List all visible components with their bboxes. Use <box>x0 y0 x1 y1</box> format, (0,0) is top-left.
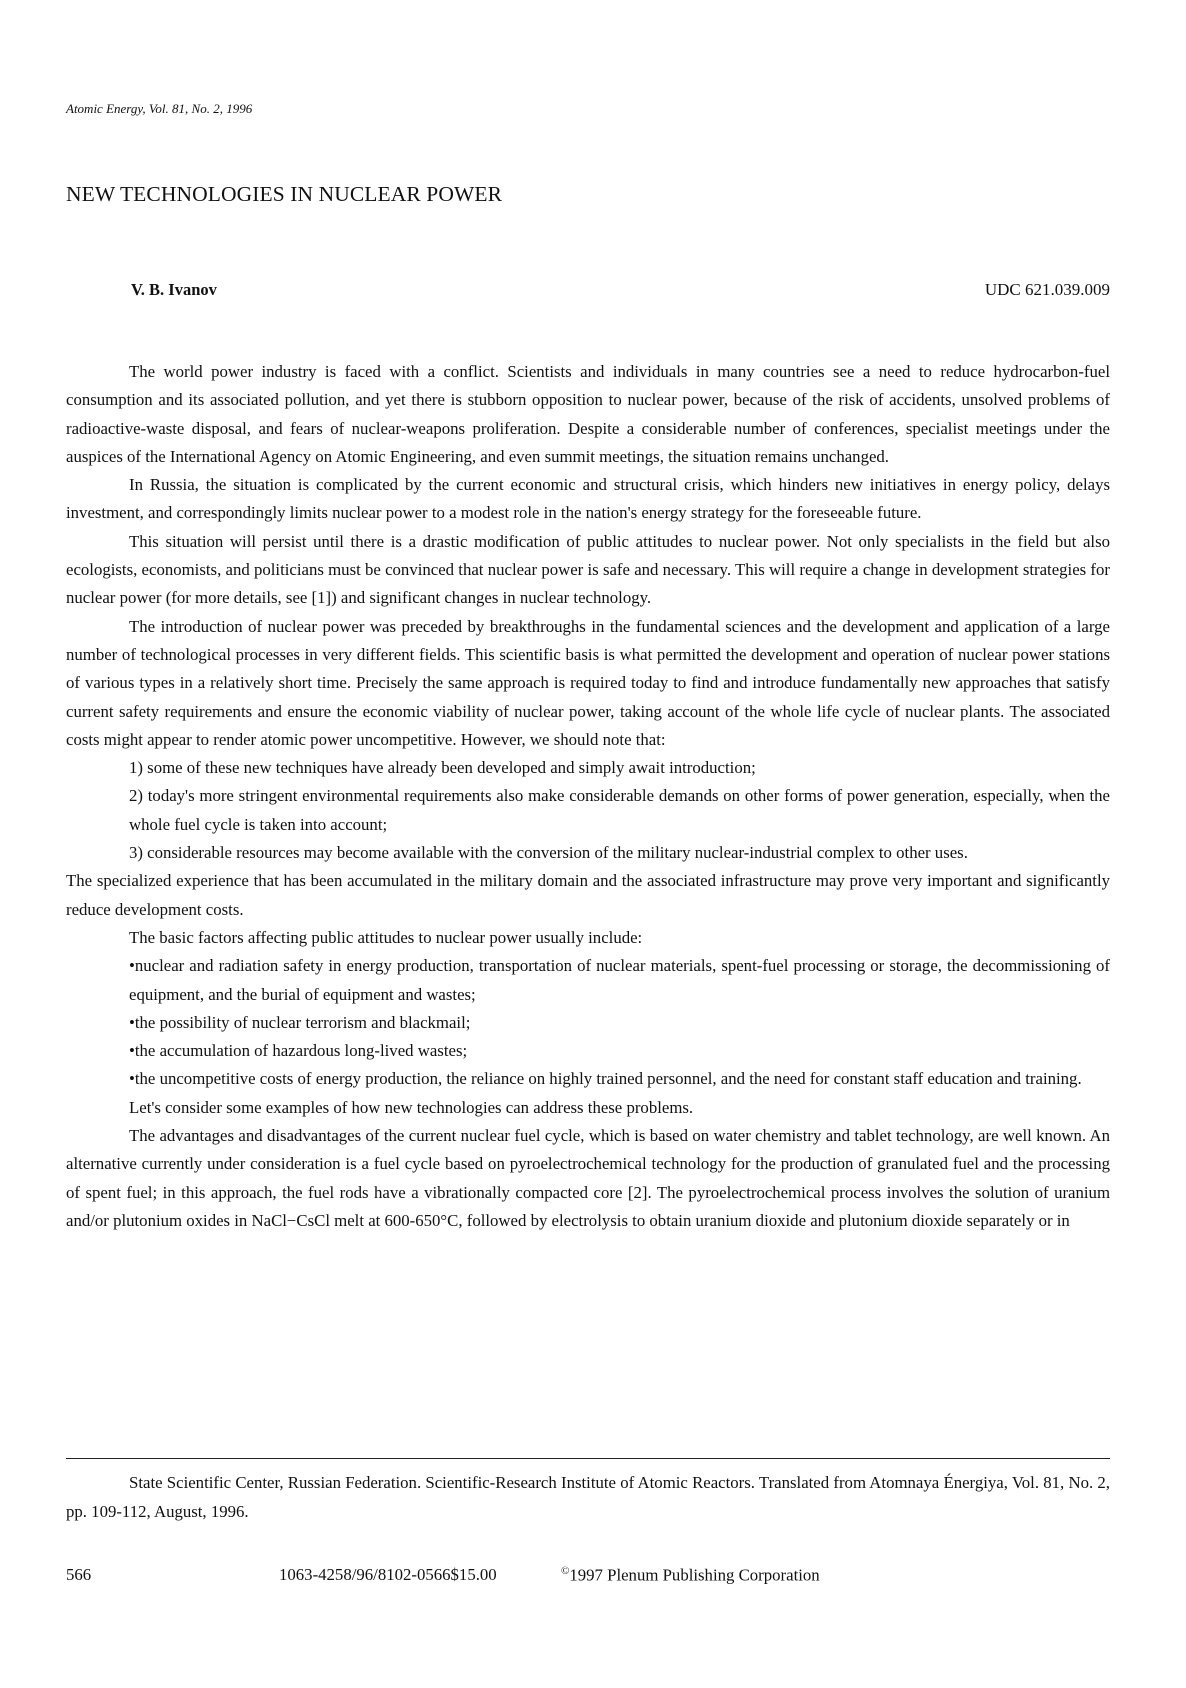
copyright-symbol: © <box>561 1565 570 1577</box>
copyright-text: 1997 Plenum Publishing Corporation <box>569 1565 820 1585</box>
paragraph: The introduction of nuclear power was preceded by breakthroughs in the fundamental sciences and the development and application of a large number of technological processes in very different fields. This scientific basis is what permitted the development and operation of nuclear power stations of various types in a relatively short time. Precisely the same approach is required today to find and introduce fundamentally new approaches that satisfy current safety requirements and ensure the economic viability of nuclear power, taking account of the whole life cycle of nuclear plants. The associated costs might appear to render atomic power uncompetitive. However, we should note that: <box>66 616 1110 749</box>
list-item: 3) considerable resources may become available with the conversion of the military nuclear-industrial complex to other uses. <box>129 843 968 863</box>
footnote-text: State Scientific Center, Russian Federation. Scientific-Research Institute of Atomic Reactors. Translated from Atomnaya Énergiya, Vol. 81, No. 2, pp. 109-112, August, 1996. <box>66 1473 1110 1521</box>
article-body <box>66 358 1110 1235</box>
list-item: 2) today's more stringent environmental requirements also make considerable demands on other forms of power generation, especially, when the whole fuel cycle is taken into account; <box>129 786 1110 834</box>
udc-code: UDC 621.039.009 <box>984 280 1110 299</box>
list-item: 1) some of these new techniques have already been developed and simply await introduction; <box>129 758 756 778</box>
paragraph: Let's consider some examples of how new technologies can address these problems. <box>129 1097 694 1117</box>
issn-price: 1063-4258/96/8102-0566$15.00 <box>279 1565 497 1584</box>
paragraph: The world power industry is faced with a conflict. Scientists and individuals in many countries see a need to reduce hydrocarbon-fuel consumption and its associated pollution, and yet there is stubborn opposition to nuclear power, because of the risk of accidents, unsolved problems of radioactive-waste disposal, and fears of nuclear-weapons proliferation. Despite a considerable number of conferences, specialist meetings under the auspices of the International Agency on Atomic Engineering, and even summit meetings, the situation remains unchanged. <box>66 362 1110 466</box>
bullet-item: •the accumulation of hazardous long-lived wastes; <box>129 1041 468 1061</box>
paragraph: In Russia, the situation is complicated by the current economic and structural crisis, which hinders new initiatives in energy policy, delays investment, and correspondingly limits nuclear power to a modest role in the nation's energy strategy for the foreseeable future. <box>66 475 1110 523</box>
author-name: V. B. Ivanov <box>131 280 217 299</box>
bullet-item: •nuclear and radiation safety in energy production, transportation of nuclear materials, spent-fuel processing or storage, the decommissioning of equipment, and the burial of equipment and wastes; <box>129 956 1110 1004</box>
footnote <box>66 1468 1110 1526</box>
paragraph: The advantages and disadvantages of the current nuclear fuel cycle, which is based on water chemistry and tablet technology, are well known. An alternative currently under consideration is a fuel cycle based on pyroelectrochemical technology for the production of granulated fuel and the processing of spent fuel; in this approach, the fuel rods have a vibrationally compacted core [2]. The pyroelectrochemical process involves the solution of uranium and/or plutonium oxides in NaCl−CsCl melt at 600-650°C, followed by electrolysis to obtain uranium dioxide and plutonium dioxide separately or in <box>66 1126 1110 1230</box>
bullet-item: •the possibility of nuclear terrorism and blackmail; <box>129 1012 471 1032</box>
bullet-item: •the uncompetitive costs of energy production, the reliance on highly trained personnel, and the need for constant staff education and training. <box>129 1069 1082 1089</box>
footnote-divider <box>66 1458 1110 1459</box>
journal-reference: Atomic Energy, Vol. 81, No. 2, 1996 <box>66 101 253 116</box>
copyright <box>561 1565 820 1586</box>
paragraph: The basic factors affecting public attitudes to nuclear power usually include: <box>129 927 643 947</box>
page-number: 566 <box>66 1565 92 1584</box>
article-title: NEW TECHNOLOGIES IN NUCLEAR POWER <box>66 182 503 206</box>
paragraph: The specialized experience that has been accumulated in the military domain and the associated infrastructure may prove very important and significantly reduce development costs. <box>66 871 1110 919</box>
paragraph: This situation will persist until there is a drastic modification of public attitudes to nuclear power. Not only specialists in the field but also ecologists, economists, and politicians must be convinced that nuclear power is safe and necessary. This will require a change in development strategies for nuclear power (for more details, see [1]) and significant changes in nuclear technology. <box>66 531 1110 608</box>
